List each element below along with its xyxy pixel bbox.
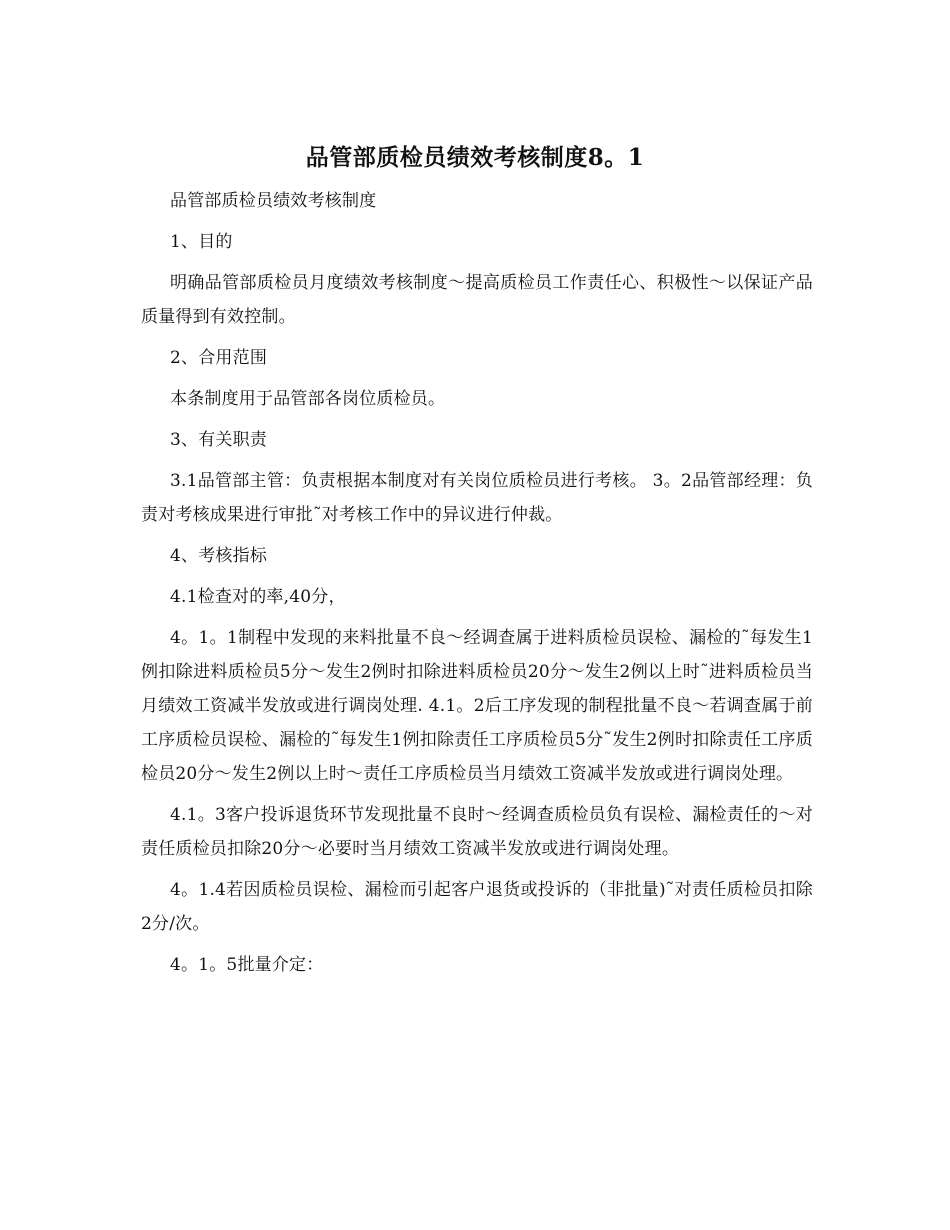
paragraph-indicator-4-1-5: 4。1。5批量介定： xyxy=(170,955,324,975)
paragraph-purpose: 明确品管部质检员月度绩效考核制度～提高质检员工作责任心、积极性～以保证产品质量得到有效控制。 xyxy=(141,273,813,327)
paragraph-indicator-4-1: 4.1检查对的率,40分， xyxy=(170,587,346,607)
paragraph-indicator-4-1-4: 4。1.4若因质检员误检、漏检而引起客户退货或投诉的（非批量)˜对责任质检员扣除2分/次。 xyxy=(141,880,813,934)
document-title: 品管部质检员绩效考核制度8。1 xyxy=(305,144,645,171)
paragraph-indicator-4-1-3: 4.1。3客户投诉退货环节发现批量不良时～经调查质检员负有误检、漏检责任的～对责任质检员扣除20分～必要时当月绩效工资减半发放或进行调岗处理。 xyxy=(141,805,813,859)
heading-purpose: 1、目的 xyxy=(170,232,233,252)
heading-assessment-indicators: 4、考核指标 xyxy=(170,546,268,566)
paragraph-subtitle: 品管部质检员绩效考核制度 xyxy=(170,191,377,211)
heading-responsibilities: 3、有关职责 xyxy=(170,430,268,450)
document-body xyxy=(141,184,813,989)
heading-scope: 2、合用范围 xyxy=(170,348,268,368)
paragraph-responsibilities: 3.1品管部主管：负责根据本制度对有关岗位质检员进行考核。 3。2品管部经理：负责对考核成果进行审批˜对考核工作中的异议进行仲裁。 xyxy=(141,471,813,525)
paragraph-scope: 本条制度用于品管部各岗位质检员。 xyxy=(170,389,446,409)
paragraph-indicator-4-1-1: 4。1。1制程中发现的来料批量不良～经调查属于进料质检员误检、漏检的˜每发生1例扣除进料质检员5分～发生2例时扣除进料质检员20分～发生2例以上时˜进料质检员当月绩效工资减半发放或进行调岗处理. 4.1。2后工序发现的制程批量不良～若调查属于前工序质检员误检、漏检的˜每发生1例扣除责任工序质检员5分˜发生2例时扣除责任工序质检员20分～发生2例以上时～责任工序质检员当月绩效工资减半发放或进行调岗处理。 xyxy=(141,628,813,784)
